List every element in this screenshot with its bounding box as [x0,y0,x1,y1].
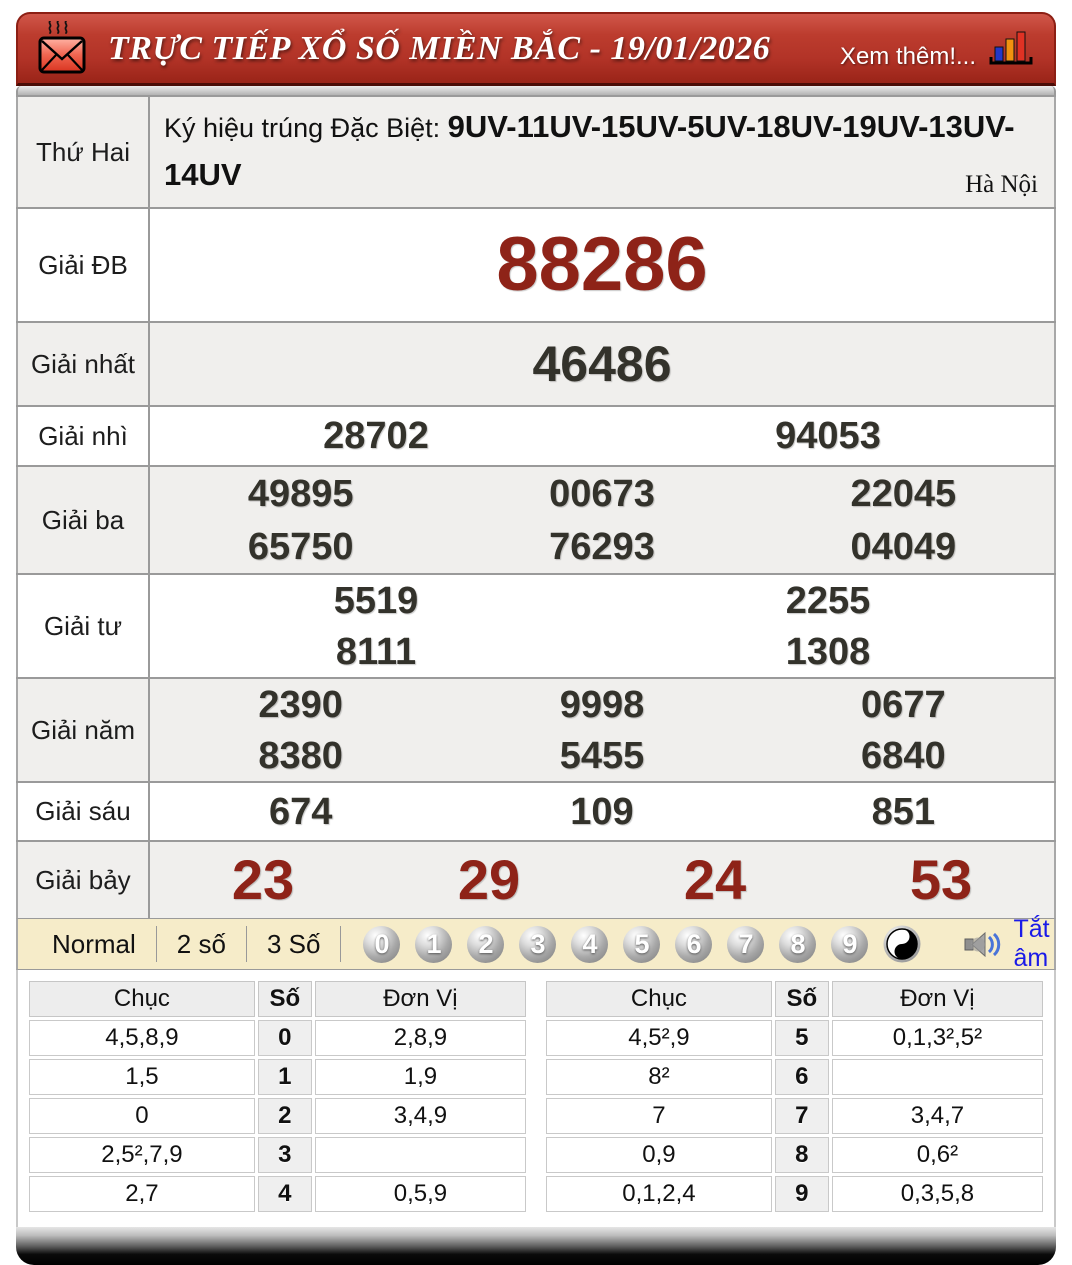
summary-row [29,1137,526,1173]
prize-number: 46486 [532,336,672,393]
speaker-icon [963,928,1005,960]
prize-number: 8111 [335,630,417,673]
envelope-icon [36,21,88,77]
summary-cell-so: 2 [258,1098,312,1134]
summary-row [546,1059,1043,1095]
summary-cell-chuc: 8² [546,1059,772,1095]
prize-row-sau [17,782,1055,841]
summary-row [29,1098,526,1134]
summary-cell-donvi [832,1059,1043,1095]
prize-values [149,574,1055,678]
prize-number: 24 [683,848,747,912]
sign-label: Ký hiệu trúng Đặc Biệt: [164,113,441,143]
ball-7[interactable]: 7 [727,926,764,963]
summary-header-row [29,981,526,1017]
page-title: TRỰC TIẾP XỔ SỐ MIỀN BẮC - 19/01/2026 [108,29,771,67]
ball-4[interactable]: 4 [571,926,608,963]
summary-header-row [546,981,1043,1017]
ball-9[interactable]: 9 [831,926,868,963]
region-label: Hà Nội [965,171,1038,199]
summary-cell-chuc: 1,5 [29,1059,255,1095]
summary-cell-donvi: 1,9 [315,1059,526,1095]
prize-number: 674 [268,790,333,833]
prize-number: 76293 [549,525,655,568]
mute-button[interactable] [963,915,1049,973]
prize-row-bay [17,841,1055,918]
summary-cell-so: 5 [775,1020,829,1056]
bar-chart-icon[interactable] [988,27,1036,71]
prize-number: 9998 [559,683,645,726]
prize-values [149,322,1055,406]
summary-cell-so: 7 [775,1098,829,1134]
prize-number: 88286 [496,222,708,308]
mode-switcher [32,926,341,962]
prize-number: 28702 [323,415,429,458]
prize-values [149,406,1055,466]
prize-number: 29 [457,848,521,912]
summary-cell-chuc: 7 [546,1098,772,1134]
summary-cell-so: 8 [775,1137,829,1173]
yinyang-ball[interactable] [883,925,921,963]
summary-row [29,1059,526,1095]
prize-number: 22045 [850,472,957,515]
prize-number: 6840 [861,734,946,777]
summary-cell-chuc: 2,5²,7,9 [29,1137,255,1173]
summary-row [546,1137,1043,1173]
mute-label: Tắt âm [1013,915,1050,973]
ball-6[interactable]: 6 [675,926,712,963]
summary-cell-so: 1 [258,1059,312,1095]
prize-number: 8380 [258,734,343,777]
summary-cell-donvi: 0,1,3²,5² [832,1020,1043,1056]
header-divider [16,86,1056,95]
summary-header-chuc: Chục [546,981,772,1017]
summary-cell-chuc: 0 [29,1098,255,1134]
toolbar [16,915,1056,973]
prize-number: 5519 [333,579,419,622]
ball-row [363,926,868,963]
prize-number: 23 [231,848,295,912]
summary-cell-chuc: 4,5²,9 [546,1020,772,1056]
summary-cell-so: 3 [258,1137,312,1173]
summary-cell-donvi: 0,6² [832,1137,1043,1173]
prize-row-ba [17,466,1055,574]
summary-cell-chuc: 4,5,8,9 [29,1020,255,1056]
summary-table-right [543,978,1046,1215]
see-more-link[interactable]: Xem thêm!... [839,42,976,70]
prize-number: 5455 [559,734,645,777]
summary-cell-donvi: 0,3,5,8 [832,1176,1043,1212]
lottery-widget [16,12,1056,1265]
prize-number: 2390 [258,683,343,726]
prize-values [149,782,1055,841]
prize-table-body [17,96,1055,918]
summary-header-so: Số [258,981,312,1017]
prize-number: 1308 [785,630,871,673]
summary-header-donvi: Đơn Vị [832,981,1043,1017]
prize-number: 0677 [861,683,946,726]
summary-row [546,1098,1043,1134]
bottom-frame [16,1227,1056,1265]
summary-cell-so: 0 [258,1020,312,1056]
summary-row [29,1176,526,1212]
header-bar [16,12,1056,86]
ball-5[interactable]: 5 [623,926,660,963]
ball-0[interactable]: 0 [363,926,400,963]
summary-row [546,1020,1043,1056]
summary-cell-donvi: 2,8,9 [315,1020,526,1056]
prize-values [149,208,1055,322]
mode-3-so[interactable]: 3 Số [247,926,342,962]
ball-3[interactable]: 3 [519,926,556,963]
prize-values [149,841,1055,918]
prize-values [149,678,1055,782]
prize-row-nhat [17,322,1055,406]
prize-label: Giải bảy [17,841,149,918]
prize-number: 109 [570,790,634,833]
day-label: Thứ Hai [17,96,149,208]
prize-number: 65750 [247,525,354,568]
prize-row-db [17,208,1055,322]
prize-row-tu [17,574,1055,678]
prize-label: Giải nhất [17,322,149,406]
summary-cell-donvi: 3,4,9 [315,1098,526,1134]
summary-cell-donvi [315,1137,526,1173]
summary-row [29,1020,526,1056]
summary-cell-so: 6 [775,1059,829,1095]
ball-2[interactable]: 2 [467,926,504,963]
summary-cell-donvi: 0,5,9 [315,1176,526,1212]
sign-codes: 9UV-11UV-15UV-5UV-18UV-19UV-13UV-14UV [164,109,1015,193]
prize-number: 851 [871,790,936,833]
prize-label: Giải tư [17,574,149,678]
results-table [16,95,1056,918]
mode-2-so[interactable]: 2 số [157,926,247,962]
prize-number: 00673 [549,472,655,515]
prize-number: 04049 [850,525,957,568]
prize-row-nhi [17,406,1055,466]
prize-row-nam [17,678,1055,782]
prize-label: Giải ba [17,466,149,574]
prize-label: Giải năm [17,678,149,782]
summary-cell-donvi: 3,4,7 [832,1098,1043,1134]
prize-number: 2255 [785,579,871,622]
prize-number: 94053 [775,415,881,458]
prize-number: 53 [909,848,973,912]
prize-label: Giải sáu [17,782,149,841]
summary-header-donvi: Đơn Vị [315,981,526,1017]
summary-header-so: Số [775,981,829,1017]
summary-cell-so: 9 [775,1176,829,1212]
prize-label: Giải nhì [17,406,149,466]
summary-header-chuc: Chục [29,981,255,1017]
summary-cell-chuc: 2,7 [29,1176,255,1212]
prize-number: 49895 [247,472,354,515]
summary-row [546,1176,1043,1212]
summary-cell-chuc: 0,9 [546,1137,772,1173]
summary-table-left [26,978,529,1215]
summary-cell-so: 4 [258,1176,312,1212]
day-row [17,96,1055,208]
summary-section [16,970,1056,1227]
mode-normal[interactable]: Normal [32,926,157,962]
summary-cell-chuc: 0,1,2,4 [546,1176,772,1212]
prize-label: Giải ĐB [17,208,149,322]
ball-8[interactable]: 8 [779,926,816,963]
sign-cell [149,96,1055,208]
prize-values [149,466,1055,574]
ball-1[interactable]: 1 [415,926,452,963]
